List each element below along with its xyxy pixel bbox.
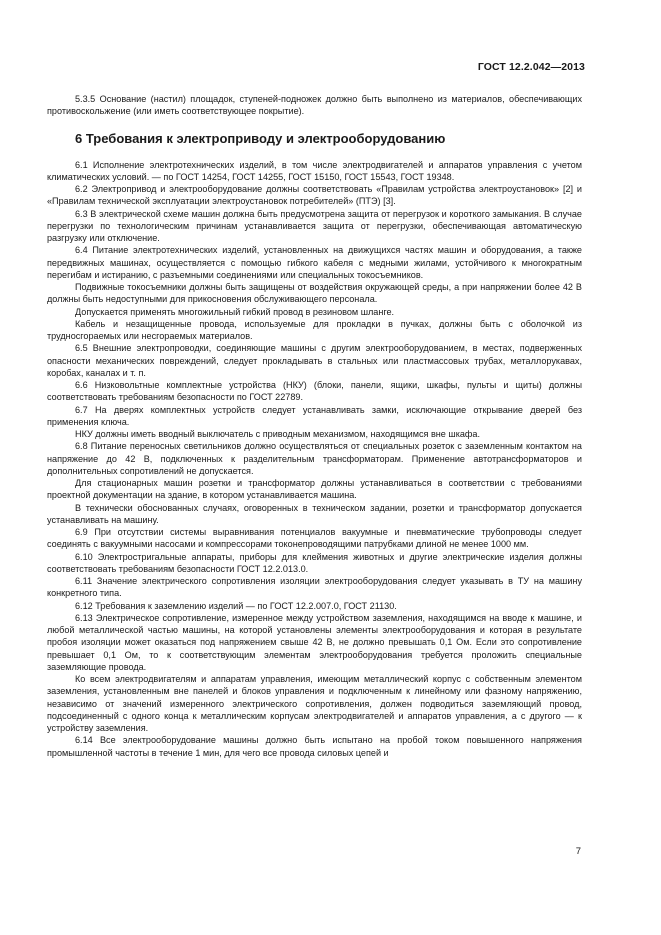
paragraph: 6.10 Электростригальные аппараты, приборы для клеймения животных и другие электрические изделия должны соответствовать требованиям безопасности ГОСТ 12.2.013.0.	[47, 551, 582, 574]
paragraph: 6.9 При отсутствии системы выравнивания потенциалов вакуумные и пневматические трубопроводы следует соединять с вакуумными насосами и компрессорами токонепроводящими патрубками длиной не менее 1000 мм.	[47, 527, 582, 550]
section-heading: 6 Требования к электроприводу и электрооборудованию	[75, 130, 446, 146]
paragraph: В технически обоснованных случаях, оговоренных в техническом задании, розетки и трансформатор допускается устанавливать на машину.	[47, 502, 582, 525]
page-number: 7	[575, 846, 581, 857]
paragraph: Для стационарных машин розетки и трансформатор должны устанавливаться в соответствии с требованиями проектной документации на здание, в котором устанавливается машина.	[47, 478, 582, 501]
paragraph: 6.3 В электрической схеме машин должна быть предусмотрена защита от перегрузок и короткого замыкания. В случае перегрузки по технологическим причинам устанавливается защита от перегрузки, обеспечивающая автоматическую разгрузку или отключение.	[47, 208, 582, 243]
paragraph: Подвижные токосъемники должны быть защищены от воздействия окружающей среды, а при напряжении более 42 В должны быть недоступными для прикосновения обслуживающего персонала.	[47, 282, 582, 305]
paragraph: Ко всем электродвигателям и аппаратам управления, имеющим металлический корпус с собственным элементом заземления, установленным вне панелей и блоков управления и подключенным к линейному или фазному напряжению, независимо от значений измеренного электрического сопротивления, должен подводиться заземляющий провод, подсоединенный с одного конца к металлическим корпусам электродвигателей и аппаратов управления, а с другого — к устройству заземления.	[47, 674, 582, 733]
paragraph: 6.6 Низковольтные комплектные устройства (НКУ) (блоки, панели, ящики, шкафы, пульты и щиты) должны соответствовать требованиям безопасности по ГОСТ 22789.	[47, 380, 582, 403]
paragraph: 6.1 Исполнение электротехнических изделий, в том числе электродвигателей и аппаратов управления с учетом климатических условий. — по ГОСТ 14254, ГОСТ 14255, ГОСТ 15150, ГОСТ 15543, ГОСТ 19348.	[47, 159, 582, 182]
paragraph: 6.4 Питание электротехнических изделий, установленных на движущихся частях машин и оборудования, а также передвижных машинах, осуществляется с помощью гибкого кабеля с медными жилами, устойчивого к многократным перегибам и истиранию, с разъемными соединениями или специальных токосъемников.	[47, 245, 582, 280]
paragraph: 6.14 Все электрооборудование машины должно быть испытано на пробой током повышенного напряжения промышленной частоты в течение 1 мин, для чего все провода силовых цепей и	[47, 735, 582, 758]
paragraph: 6.2 Электропривод и электрооборудование должны соответствовать «Правилам устройства электроустановок» [2] и «Правилам технической эксплуатации электроустановок потребителей» (ПТЭ) [3].	[47, 184, 582, 207]
paragraph: 6.7 На дверях комплектных устройств следует устанавливать замки, исключающие открывание дверей без применения ключа.	[47, 404, 582, 427]
paragraph: 6.8 Питание переносных светильников должно осуществляться от специальных розеток с заземленным контактом на напряжение до 42 В, подключенных к разделительным трансформаторам. Применение автотрансформаторов и дополнительных сопротивлений не допускается.	[47, 441, 582, 476]
document-code-header: ГОСТ 12.2.042—2013	[477, 61, 585, 73]
intro-paragraph: 5.3.5 Основание (настил) площадок, ступеней-подножек должно быть выполнено из материалов, обеспечивающих противоскольжение (или иметь соответствующее покрытие).	[47, 94, 582, 117]
paragraph: Кабель и незащищенные провода, используемые для прокладки в пучках, должны быть с оболочкой из трудносгораемых или несгораемых материалов.	[47, 318, 582, 341]
paragraph: НКУ должны иметь вводный выключатель с приводным механизмом, находящимся вне шкафа.	[75, 429, 480, 439]
paragraph: 6.11 Значение электрического сопротивления изоляции электрооборудования следует указывать в ТУ на машину конкретного типа.	[47, 576, 582, 599]
paragraph: Допускается применять многожильный гибкий провод в резиновом шланге.	[75, 306, 395, 317]
page-body	[47, 93, 582, 759]
paragraph: 6.12 Требования к заземлению изделий — по ГОСТ 12.2.007.0, ГОСТ 21130.	[75, 600, 397, 611]
paragraph: 6.13 Электрическое сопротивление, измеренное между устройством заземления, находящимся на вводе к машине, и любой металлической частью машины, на которой установлены элементы электрооборудования и которая в результате пробоя изоляции может оказаться под напряжением свыше 42 В, не должно превышать 0,1 Ом. Если это сопротивление превышает 0,1 Ом, то к соответствующим элементам электрооборудования требуется проложить специальные заземляющие провода.	[47, 612, 582, 672]
paragraph: 6.5 Внешние электропроводки, соединяющие машины с другим электрооборудованием, в местах, подверженных опасности механических повреждений, следует прокладывать в стальных или пластмассовых трубах, металлорукавах, коробах, каналах и т. п.	[47, 343, 582, 378]
